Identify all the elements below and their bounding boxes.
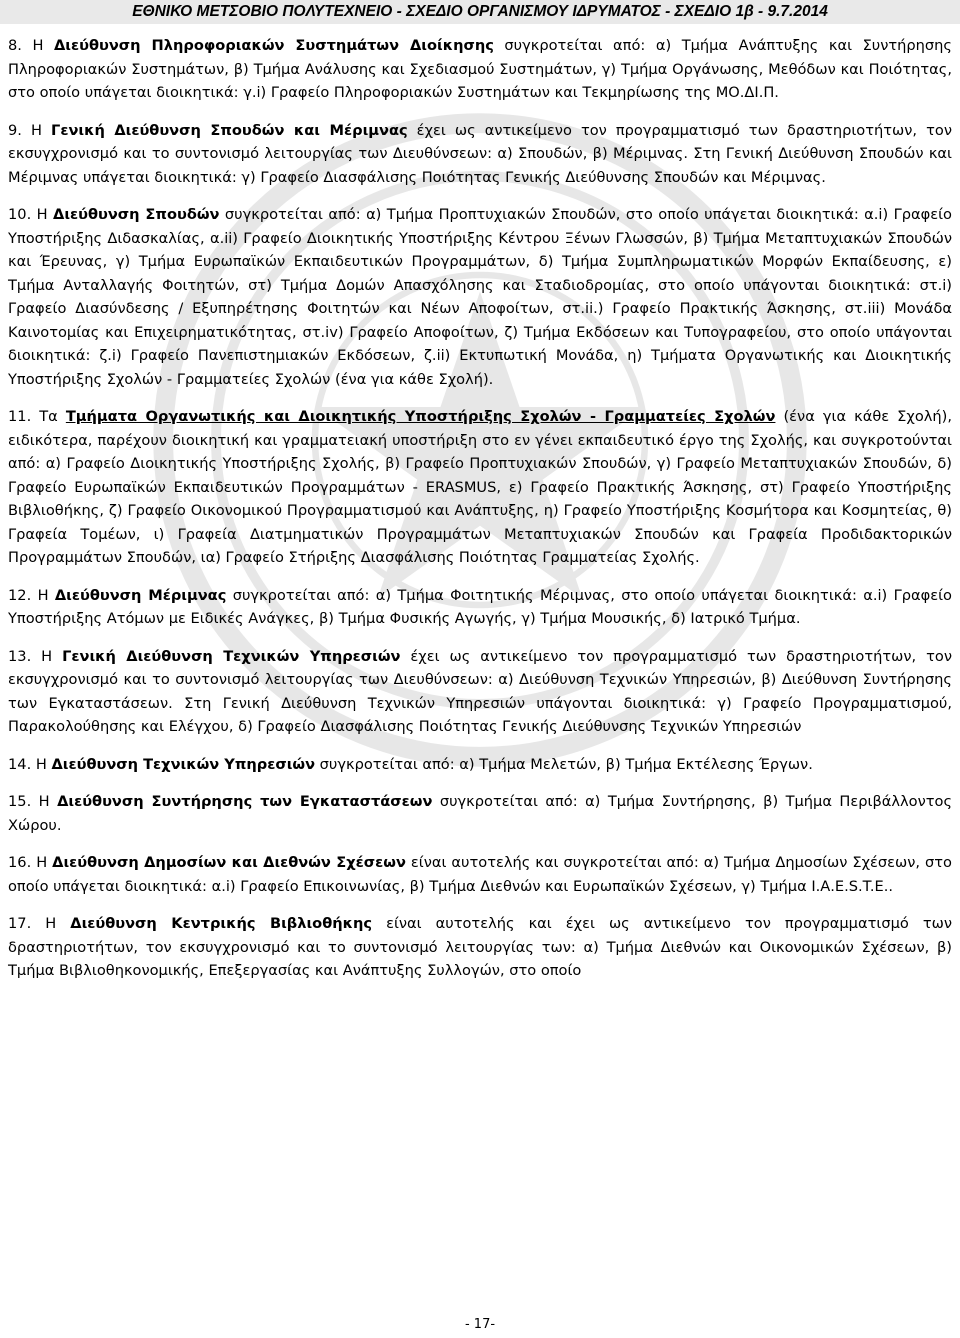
paragraph-intro: Η (45, 915, 71, 932)
paragraph-text: (ένα για κάθε Σχολή), ειδικότερα, παρέχουν διοικητική και γραμματειακή υποστήριξη στο εν γένει εκπαιδευτικό έργο της Σχολής, και συγκροτούνται από: α) Γραφείο Διοικητικής Υποστήριξης Σχολής, β) Γραφείο Προπτυχιακών Σπουδών, γ) Γραφείο Μεταπτυχιακών Σπουδών, δ) Γραφείο Ευρωπαϊκών Εκπαιδευτικών Προγραμμάτων - ERASMUS, ε) Γραφείο Πρακτικής Άσκησης, στ) Γραφείο Υποστήριξης Βιβλιοθήκης, ζ) Γραφείο Οικονομικού Προγραμματισμού και Ανάπτυξης, η) Γραφείο Υποστήριξης Κοσμήτορα και Κοσμητείας, θ) Γραφεία Τομέων, ι) Γραφεία Διατμηματικών Προγραμμάτων Μεταπτυχιακών Σπουδών και Γραφεία Προδιδακτορικών Προγραμμάτων Σπουδών, ια) Γραφείο Στήριξης Διασφάλισης Ποιότητας Γραμματείας Σχολής. (8, 408, 952, 566)
page-number: - 17- (464, 1317, 496, 1332)
paragraph-10 (8, 203, 952, 391)
paragraph-8 (8, 34, 952, 105)
paragraph-number: 13. (8, 647, 32, 665)
paragraph-intro: Η (32, 37, 55, 54)
document-body (8, 34, 952, 997)
paragraph-number: 11. (8, 408, 32, 425)
paragraph-heading: Διεύθυνση Δημοσίων και Διεθνών Σχέσεων (52, 854, 406, 871)
paragraph-heading: Διεύθυνση Σπουδών (53, 206, 220, 223)
paragraph-14 (8, 753, 952, 777)
paragraph-heading: Τμήματα Οργανωτικής και Διοικητικής Υποστήριξης Σχολών - Γραμματείες Σχολών (65, 408, 776, 425)
paragraph-intro: Η (36, 854, 53, 871)
paragraph-intro: Τα (39, 408, 66, 425)
paragraph-number: 14. (8, 755, 32, 773)
paragraph-11 (8, 405, 952, 570)
paragraph-number: 15. (8, 793, 32, 810)
paragraph-intro: Η (36, 206, 54, 223)
paragraph-text: συγκροτείται από: α) Τμήμα Μελετών, β) Τμήμα Εκτέλεσης Έργων. (315, 755, 813, 773)
paragraph-15 (8, 790, 952, 837)
paragraph-number: 17. (8, 915, 32, 932)
paragraph-17 (8, 912, 952, 983)
paragraph-number: 10. (8, 206, 32, 223)
paragraph-heading: Γενική Διεύθυνση Τεχνικών Υπηρεσιών (62, 647, 401, 665)
paragraph-intro: Η (41, 647, 63, 665)
paragraph-intro: Η (35, 755, 52, 773)
paragraph-12 (8, 584, 952, 631)
paragraph-text: συγκροτείται από: α) Τμήμα Συντήρησης, β) Τμήμα Περιβάλλοντος Χώρου. (8, 793, 953, 834)
paragraph-heading: Γενική Διεύθυνση Σπουδών και Μέριμνας (51, 121, 408, 139)
paragraph-heading: Διεύθυνση Κεντρικής Βιβλιοθήκης (70, 915, 373, 932)
paragraph-text: συγκροτείται από: α) Τμήμα Προπτυχιακών Σπουδών, στο οποίο υπάγεται διοικητικά: α.i) Γραφείο Υποστήριξης Διδασκαλίας, α.ii) Γραφείο Διοικητικής Υποστήριξης Κέντρου Ξένων Γλωσσών, β) Τμήμα Μεταπτυχιακών Σπουδών και Έρευνας, γ) Τμήμα Ευρωπαϊκών Εκπαιδευτικών Προγραμμάτων, δ) Τμήμα Συμπληρωματικών Μορφών Εκπαίδευσης, ε) Τμήμα Ανταλλαγής Φοιτητών, στ) Τμήμα Δομών Απασχόλησης και Σταδιοδρομίας, στο οποίο υπάγονται διοικητικά: στ.i) Γραφείο Διασύνδεσης / Εξυπηρέτησης Φοιτητών και Νέων Αποφοίτων, στ.ii.) Γραφείο Πρακτικής Άσκησης, στ.iii) Μονάδα Καινοτομίας και Επιχειρηματικότητας, στ.iv) Γραφείο Αποφοίτων, ζ) Τμήμα Εκδόσεων και Τυπογραφείου, στο οποίο υπάγονται διοικητικά: ζ.i) Γραφείο Πανεπιστημιακών Εκδόσεων, ζ.ii) Εκτυπωτική Μονάδα, η) Τμήματα Οργανωτικής και Διοικητικής Υποστήριξης Σχολών - Γραμματείες Σχολών (ένα για κάθε Σχολή). (8, 206, 952, 388)
paragraph-number: 8. (8, 37, 22, 54)
paragraph-text: έχει ως αντικείμενο τον προγραμματισμό των δραστηριοτήτων, τον εκσυγχρονισμό και το συντονισμό λειτουργίας των Διευθύνσεων: α) Σπουδών, β) Μέριμνας. Στη Γενική Διεύθυνση Σπουδών και Μέριμνας υπάγεται διοικητικά: γ) Γραφείο Διασφάλισης Ποιότητας Γενικής Διεύθυνσης Σπουδών και Μέριμνας. (8, 121, 952, 186)
paragraph-intro: Η (37, 586, 55, 604)
paragraph-heading: Διεύθυνση Τεχνικών Υπηρεσιών (51, 755, 316, 773)
paragraph-number: 16. (8, 854, 32, 871)
paragraph-heading: Διεύθυνση Μέριμνας (54, 586, 227, 604)
paragraph-text: είναι αυτοτελής και συγκροτείται από: α) Τμήμα Δημοσίων Σχέσεων, στο οποίο υπάγεται διοικητικά: α.i) Γραφείο Επικοινωνίας, β) Τμήμα Διεθνών και Ευρωπαϊκών Σχέσεων, γ) Τμήμα Ι.Α.Ε.S.T.E.. (8, 854, 952, 895)
paragraph-intro: Η (31, 121, 52, 139)
paragraph-number: 9. (8, 121, 22, 139)
paragraph-number: 12. (8, 586, 32, 604)
paragraph-13 (8, 645, 952, 739)
paragraph-text: συγκροτείται από: α) Τμήμα Φοιτητικής Μέριμνας, στο οποίο υπάγεται διοικητικά: α.i) Γραφείο Υποστήριξης Ατόμων με Ειδικές Ανάγκες, β) Τμήμα Φυσικής Αγωγής, γ) Τμήμα Μουσικής, δ) Ιατρικό Τμήμα. (8, 586, 952, 627)
paragraph-intro: Η (38, 793, 58, 810)
paragraph-text: συγκροτείται από: α) Τμήμα Ανάπτυξης και Συντήρησης Πληροφοριακών Συστημάτων, β) Τμήμα Ανάλυσης και Σχεδιασμού Συστημάτων, γ) Τμήμα Οργάνωσης, Μεθόδων και Ποιότητας, στο οποίο υπάγεται διοικητικά: γ.i) Γραφείο Πληροφοριακών Συστημάτων και Τεκμηρίωσης της ΜΟ.ΔΙ.Π. (8, 37, 952, 101)
paragraph-9 (8, 119, 952, 190)
paragraph-16 (8, 851, 952, 898)
paragraph-heading: Διεύθυνση Συντήρησης των Εγκαταστάσεων (57, 793, 433, 810)
document-header (0, 0, 960, 24)
paragraph-heading: Διεύθυνση Πληροφοριακών Συστημάτων Διοίκησης (54, 37, 494, 54)
paragraph-text: είναι αυτοτελής και έχει ως αντικείμενο τον προγραμματισμό των δραστηριοτήτων, τον εκσυγχρονισμό και το συντονισμό λειτουργίας των: α) Τμήμα Διεθνών και Οικονομικών Σχέσεων, β) Τμήμα Βιβλιοθηκονομικής, Επεξεργασίας και Ανάπτυξης Συλλογών, στο οποίο (8, 915, 952, 979)
header-title: ΕΘΝΙΚΟ ΜΕΤΣΟΒΙΟ ΠΟΛΥΤΕΧΝΕΙΟ - ΣΧΕΔΙΟ ΟΡΓΑΝΙΣΜΟΥ ΙΔΡΥΜΑΤΟΣ - ΣΧΕΔΙΟ 1β - 9.7.2014 (132, 3, 828, 20)
paragraph-text: έχει ως αντικείμενο τον προγραμματισμό των δραστηριοτήτων, τον εκσυγχρονισμό και το συντονισμό λειτουργίας των Διευθύνσεων: α) Διεύθυνση Τεχνικών Υπηρεσιών, β) Διεύθυνση Συντήρησης των Εγκαταστάσεων. Στη Γενική Διεύθυνση Τεχνικών Υπηρεσιών υπάγονται διοικητικά: γ) Γραφείο Προγραμματισμού, Παρακολούθησης και Ελέγχου, δ) Γραφείο Διασφάλισης Ποιότητας Γενικής Διεύθυνσης Τεχνικών Υπηρεσιών (8, 647, 952, 735)
